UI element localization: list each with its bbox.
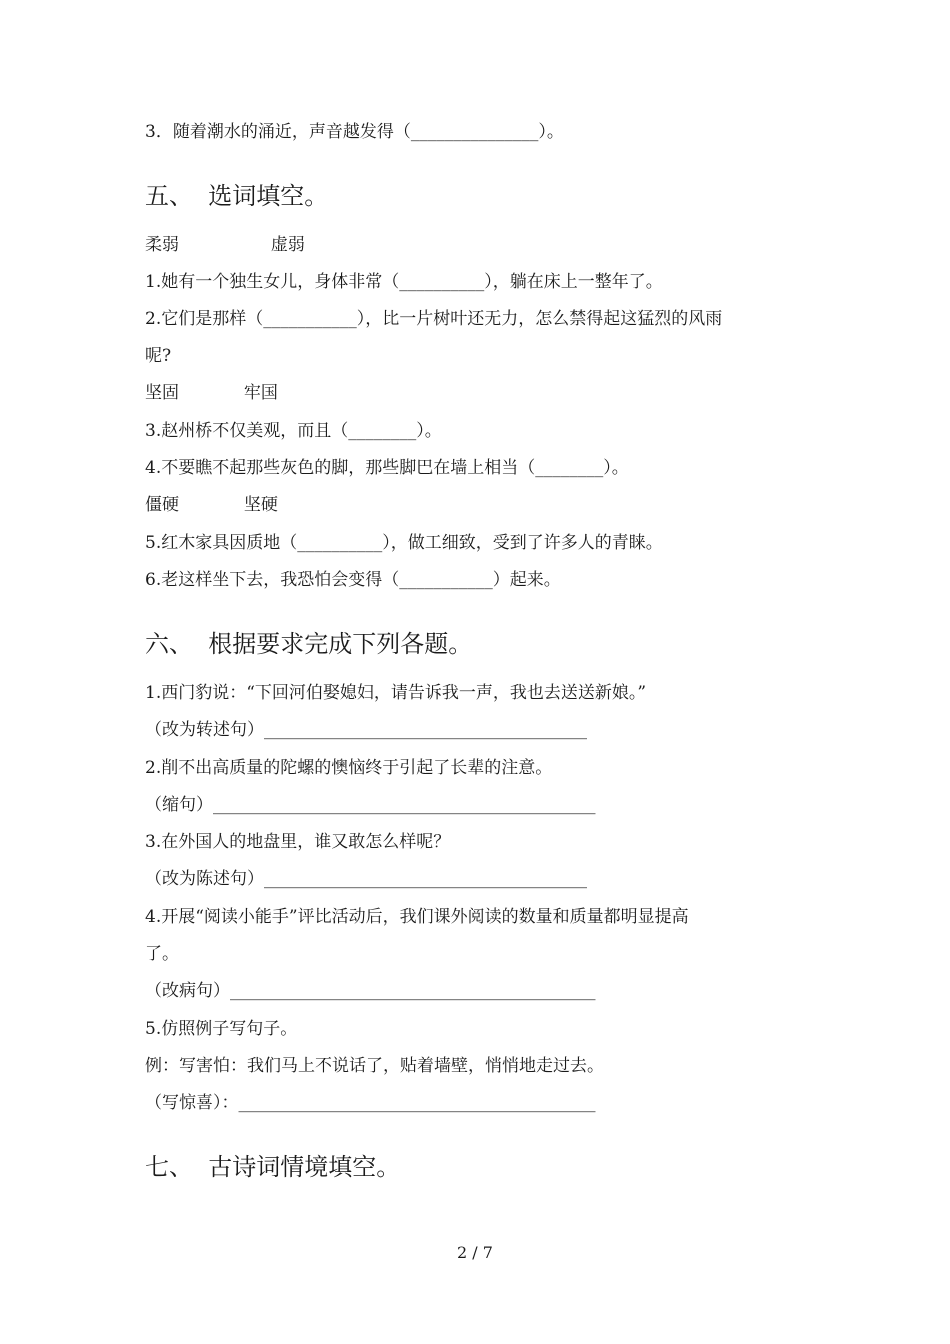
section-5-title: 五、 选词填空。 bbox=[145, 182, 329, 210]
page-number: 2 / 7 bbox=[457, 1243, 493, 1262]
s5-question-2: 2.它们是那样（___________），比一片树叶还无力，怎么禁得起这猛烈的风雨 bbox=[145, 309, 723, 329]
s5-question-5: 5.红木家具因质地（__________），做工细致，受到了许多人的青睐。 bbox=[145, 533, 663, 553]
s6-answer-3: （改为陈述句）______________________________________ bbox=[145, 869, 587, 889]
s6-answer-2: （缩句）_____________________________________________ bbox=[145, 795, 596, 815]
s5-question-6: 6.老这样坐下去，我恐怕会变得（___________）起来。 bbox=[145, 570, 561, 590]
word-pair-3: 僵硬 坚硬 bbox=[145, 495, 278, 515]
s6-question-4: 4.开展“阅读小能手”评比活动后，我们课外阅读的数量和质量都明显提高 bbox=[145, 907, 689, 927]
s6-answer-1: （改为转述句）______________________________________ bbox=[145, 720, 587, 740]
section-7-title: 七、 古诗词情境填空。 bbox=[145, 1153, 401, 1181]
s6-question-2: 2.削不出高质量的陀螺的懊恼终于引起了长辈的注意。 bbox=[145, 758, 553, 778]
s5-question-3: 3.赵州桥不仅美观，而且（________）。 bbox=[145, 421, 442, 441]
section-6-title: 六、 根据要求完成下列各题。 bbox=[145, 630, 473, 658]
s6-question-3: 3.在外国人的地盘里，谁又敢怎么样呢？ bbox=[145, 832, 451, 852]
s6-answer-5: （写惊喜）：__________________________________________ bbox=[145, 1093, 596, 1113]
word-pair-1: 柔弱 虚弱 bbox=[145, 235, 305, 255]
s6-example-5: 例：写害怕：我们马上不说话了，贴着墙壁，悄悄地走过去。 bbox=[145, 1056, 604, 1076]
s5-question-2-cont: 呢? bbox=[145, 346, 172, 366]
s6-answer-4: （改病句）___________________________________________ bbox=[145, 981, 596, 1001]
s5-question-4: 4.不要瞧不起那些灰色的脚，那些脚巴在墙上相当（________）。 bbox=[145, 458, 629, 478]
s5-question-1: 1.她有一个独生女儿，身体非常（__________），躺在床上一整年了。 bbox=[145, 272, 663, 292]
s6-question-1: 1.西门豹说：“下回河伯娶媳妇，请告诉我一声，我也去送送新娘。” bbox=[145, 683, 647, 703]
word-pair-2: 坚固 牢国 bbox=[145, 383, 278, 403]
q4-item-3: 3．随着潮水的涌近，声音越发得（_______________）。 bbox=[145, 122, 564, 142]
s6-question-5: 5.仿照例子写句子。 bbox=[145, 1019, 298, 1039]
s6-question-4-cont: 了。 bbox=[145, 944, 179, 964]
